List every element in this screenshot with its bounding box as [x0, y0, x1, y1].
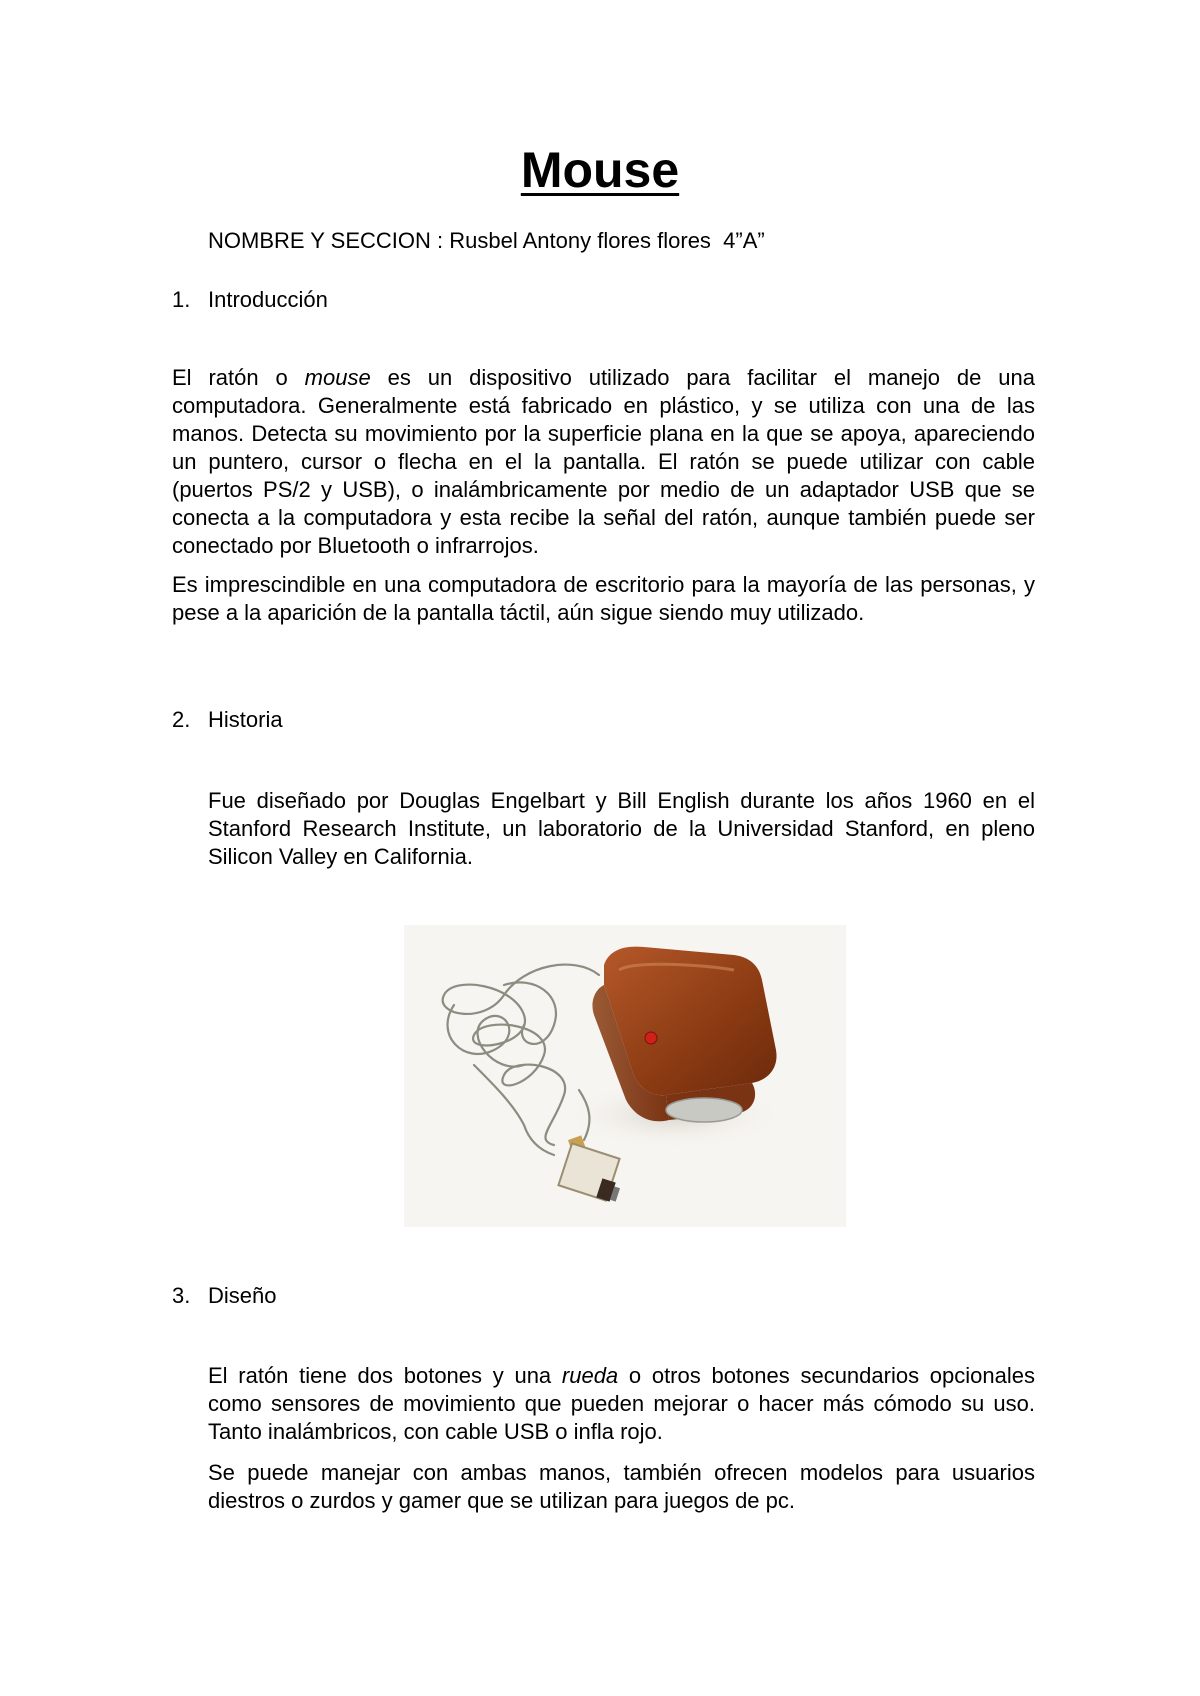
section-title: Historia — [208, 707, 283, 732]
student-name-section-line: NOMBRE Y SECCION : Rusbel Antony flores flores 4”A” — [208, 228, 765, 253]
section-heading-diseno — [172, 1282, 276, 1310]
section-title: Introducción — [208, 287, 328, 312]
paragraph-diseno-1 — [208, 1362, 1035, 1446]
paragraph-historia: Fue diseñado por Douglas Engelbart y Bill English durante los años 1960 en el Stanford Research Institute, un laboratorio de la Universidad Stanford, en pleno Silicon Valley en California. — [208, 788, 1035, 869]
emphasis-mouse: mouse — [304, 365, 371, 390]
paragraph-text: o otros botones secundarios opcionales como sensores de movimiento que pueden mejorar o hacer más cómodo su uso. Tanto inalámbricos, con cable USB o infla rojo. — [208, 1363, 1035, 1444]
paragraph-intro-1 — [172, 364, 1035, 560]
paragraph-text: El ratón tiene dos botones y una — [208, 1363, 562, 1388]
page-title: Mouse — [520, 142, 680, 198]
section-number: 3. — [172, 1283, 191, 1308]
paragraph-intro-2: Es imprescindible en una computadora de escritorio para la mayoría de las personas, y pese a la aparición de la pantalla táctil, aún sigue siendo muy utilizado. — [172, 572, 1035, 625]
section-title: Diseño — [208, 1283, 277, 1308]
paragraph-text: El ratón o — [172, 365, 305, 390]
section-heading-introduccion — [172, 286, 328, 314]
paragraph-diseno-2: Se puede manejar con ambas manos, también ofrecen modelos para usuarios diestros o zurdos y gamer que se utilizan para juegos de pc. — [208, 1460, 1035, 1513]
first-mouse-photo — [404, 925, 846, 1227]
emphasis-rueda: rueda — [561, 1363, 619, 1388]
section-number: 2. — [172, 707, 191, 732]
section-heading-historia — [172, 706, 283, 734]
paragraph-text: es un dispositivo utilizado para facilitar el manejo de una computadora. Generalmente está fabricado en plástico, y se utiliza con una de las manos. Detecta su movimiento por la superficie plana en la que se apoya, apareciendo un puntero, cursor o flecha en el la pantalla. El ratón se puede utilizar con cable (puertos PS/2 y USB), o inalámbricamente por medio de un adaptador USB que se conecta a la computadora y esta recibe la señal del ratón, aunque también puede ser conectado por Bluetooth o infrarrojos. — [172, 365, 1035, 558]
section-number: 1. — [172, 287, 191, 312]
first-mouse-photo-icon — [404, 925, 846, 1227]
